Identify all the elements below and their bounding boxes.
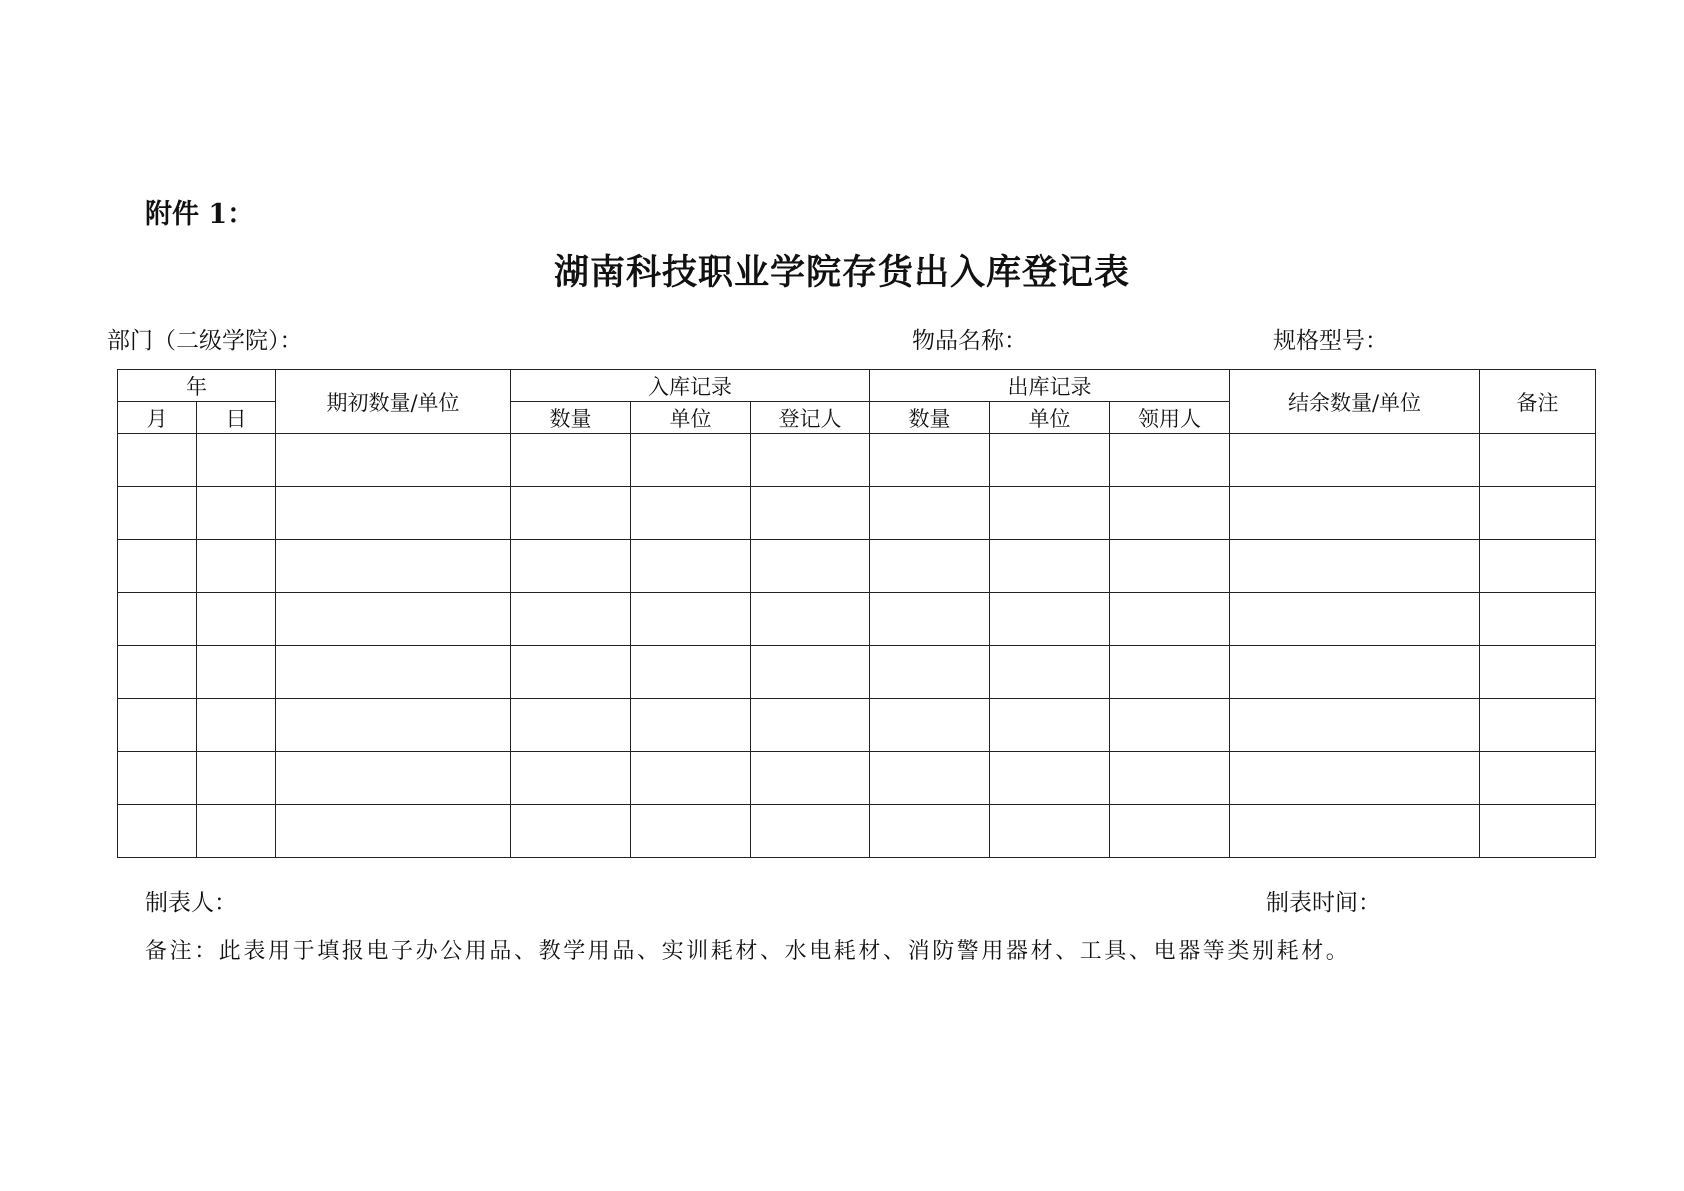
cell-out-receiver[interactable]: [1110, 752, 1230, 805]
cell-out-receiver[interactable]: [1110, 487, 1230, 540]
header-day: 日: [197, 402, 276, 434]
cell-remark[interactable]: [1480, 593, 1596, 646]
cell-balance[interactable]: [1230, 646, 1480, 699]
header-balance-qty-unit: 结余数量/单位: [1230, 370, 1480, 434]
header-inbound-qty: 数量: [511, 402, 631, 434]
cell-remark[interactable]: [1480, 699, 1596, 752]
table-row: [118, 699, 1596, 752]
cell-in-unit[interactable]: [631, 434, 751, 487]
table-row: [118, 805, 1596, 858]
cell-day[interactable]: [197, 434, 276, 487]
cell-remark[interactable]: [1480, 805, 1596, 858]
cell-month[interactable]: [118, 593, 197, 646]
cell-month[interactable]: [118, 699, 197, 752]
cell-in-qty[interactable]: [511, 646, 631, 699]
header-outbound-qty: 数量: [870, 402, 990, 434]
form-title: 湖南科技职业学院存货出入库登记表: [553, 252, 1130, 293]
table-row: [118, 752, 1596, 805]
cell-opening[interactable]: [276, 805, 511, 858]
cell-day[interactable]: [197, 487, 276, 540]
cell-opening[interactable]: [276, 646, 511, 699]
spec-model-label: 规格型号：: [1273, 328, 1388, 354]
cell-balance[interactable]: [1230, 593, 1480, 646]
form-maker-label: 制表人：: [145, 890, 237, 916]
cell-balance[interactable]: [1230, 487, 1480, 540]
cell-day[interactable]: [197, 593, 276, 646]
form-note: 备注：此表用于填报电子办公用品、教学用品、实训耗材、水电耗材、消防警用器材、工具、电器等类别耗材。: [145, 939, 1351, 964]
header-outbound-unit: 单位: [990, 402, 1110, 434]
cell-in-registrar[interactable]: [751, 646, 870, 699]
header-inbound-records: 入库记录: [511, 370, 870, 402]
cell-remark[interactable]: [1480, 434, 1596, 487]
cell-balance[interactable]: [1230, 752, 1480, 805]
cell-in-qty[interactable]: [511, 540, 631, 593]
cell-remark[interactable]: [1480, 487, 1596, 540]
header-inbound-registrar: 登记人: [751, 402, 870, 434]
cell-out-receiver[interactable]: [1110, 699, 1230, 752]
attachment-label: 附件 1：: [145, 199, 255, 230]
cell-in-qty[interactable]: [511, 752, 631, 805]
cell-opening[interactable]: [276, 699, 511, 752]
cell-balance[interactable]: [1230, 434, 1480, 487]
cell-remark[interactable]: [1480, 540, 1596, 593]
cell-in-unit[interactable]: [631, 540, 751, 593]
cell-in-registrar[interactable]: [751, 752, 870, 805]
header-inbound-unit: 单位: [631, 402, 751, 434]
cell-balance[interactable]: [1230, 805, 1480, 858]
cell-in-unit[interactable]: [631, 487, 751, 540]
cell-out-unit[interactable]: [990, 805, 1110, 858]
cell-out-receiver[interactable]: [1110, 593, 1230, 646]
header-year: 年: [118, 370, 276, 402]
cell-out-unit[interactable]: [990, 540, 1110, 593]
cell-out-qty[interactable]: [870, 434, 990, 487]
cell-day[interactable]: [197, 699, 276, 752]
header-outbound-receiver: 领用人: [1110, 402, 1230, 434]
cell-in-registrar[interactable]: [751, 593, 870, 646]
cell-month[interactable]: [118, 487, 197, 540]
cell-day[interactable]: [197, 752, 276, 805]
cell-out-receiver[interactable]: [1110, 646, 1230, 699]
cell-out-qty[interactable]: [870, 646, 990, 699]
cell-opening[interactable]: [276, 540, 511, 593]
header-opening-qty-unit: 期初数量/单位: [276, 370, 511, 434]
header-remark: 备注: [1480, 370, 1596, 434]
header-month: 月: [118, 402, 197, 434]
cell-in-registrar[interactable]: [751, 487, 870, 540]
department-label: 部门（二级学院）：: [107, 328, 303, 354]
cell-out-unit[interactable]: [990, 593, 1110, 646]
cell-in-qty[interactable]: [511, 805, 631, 858]
cell-out-receiver[interactable]: [1110, 434, 1230, 487]
cell-month[interactable]: [118, 805, 197, 858]
cell-in-registrar[interactable]: [751, 699, 870, 752]
cell-month[interactable]: [118, 540, 197, 593]
cell-in-registrar[interactable]: [751, 805, 870, 858]
cell-opening[interactable]: [276, 487, 511, 540]
cell-month[interactable]: [118, 434, 197, 487]
cell-out-unit[interactable]: [990, 752, 1110, 805]
cell-out-qty[interactable]: [870, 752, 990, 805]
cell-remark[interactable]: [1480, 752, 1596, 805]
cell-opening[interactable]: [276, 752, 511, 805]
cell-in-qty[interactable]: [511, 593, 631, 646]
cell-remark[interactable]: [1480, 646, 1596, 699]
cell-out-qty[interactable]: [870, 540, 990, 593]
table-row: [118, 487, 1596, 540]
table-row: [118, 434, 1596, 487]
item-name-label: 物品名称：: [912, 328, 1027, 354]
cell-opening[interactable]: [276, 593, 511, 646]
cell-in-qty[interactable]: [511, 487, 631, 540]
inventory-register-table: [117, 369, 1596, 858]
table-row: [118, 540, 1596, 593]
cell-in-unit[interactable]: [631, 646, 751, 699]
cell-out-qty[interactable]: [870, 805, 990, 858]
cell-out-qty[interactable]: [870, 699, 990, 752]
cell-out-unit[interactable]: [990, 646, 1110, 699]
form-time-label: 制表时间：: [1266, 890, 1381, 916]
table-row: [118, 593, 1596, 646]
cell-out-qty[interactable]: [870, 487, 990, 540]
header-outbound-records: 出库记录: [870, 370, 1230, 402]
cell-in-unit[interactable]: [631, 593, 751, 646]
cell-in-unit[interactable]: [631, 699, 751, 752]
cell-month[interactable]: [118, 646, 197, 699]
cell-balance[interactable]: [1230, 540, 1480, 593]
cell-day[interactable]: [197, 805, 276, 858]
table-row: [118, 646, 1596, 699]
cell-out-receiver[interactable]: [1110, 540, 1230, 593]
cell-out-unit[interactable]: [990, 487, 1110, 540]
cell-in-registrar[interactable]: [751, 434, 870, 487]
cell-in-registrar[interactable]: [751, 540, 870, 593]
cell-day[interactable]: [197, 540, 276, 593]
cell-out-receiver[interactable]: [1110, 805, 1230, 858]
cell-out-unit[interactable]: [990, 699, 1110, 752]
cell-in-qty[interactable]: [511, 434, 631, 487]
cell-day[interactable]: [197, 646, 276, 699]
cell-in-qty[interactable]: [511, 699, 631, 752]
cell-balance[interactable]: [1230, 699, 1480, 752]
register-table-body: [118, 434, 1596, 858]
cell-in-unit[interactable]: [631, 805, 751, 858]
cell-out-qty[interactable]: [870, 593, 990, 646]
cell-opening[interactable]: [276, 434, 511, 487]
cell-in-unit[interactable]: [631, 752, 751, 805]
cell-out-unit[interactable]: [990, 434, 1110, 487]
cell-month[interactable]: [118, 752, 197, 805]
